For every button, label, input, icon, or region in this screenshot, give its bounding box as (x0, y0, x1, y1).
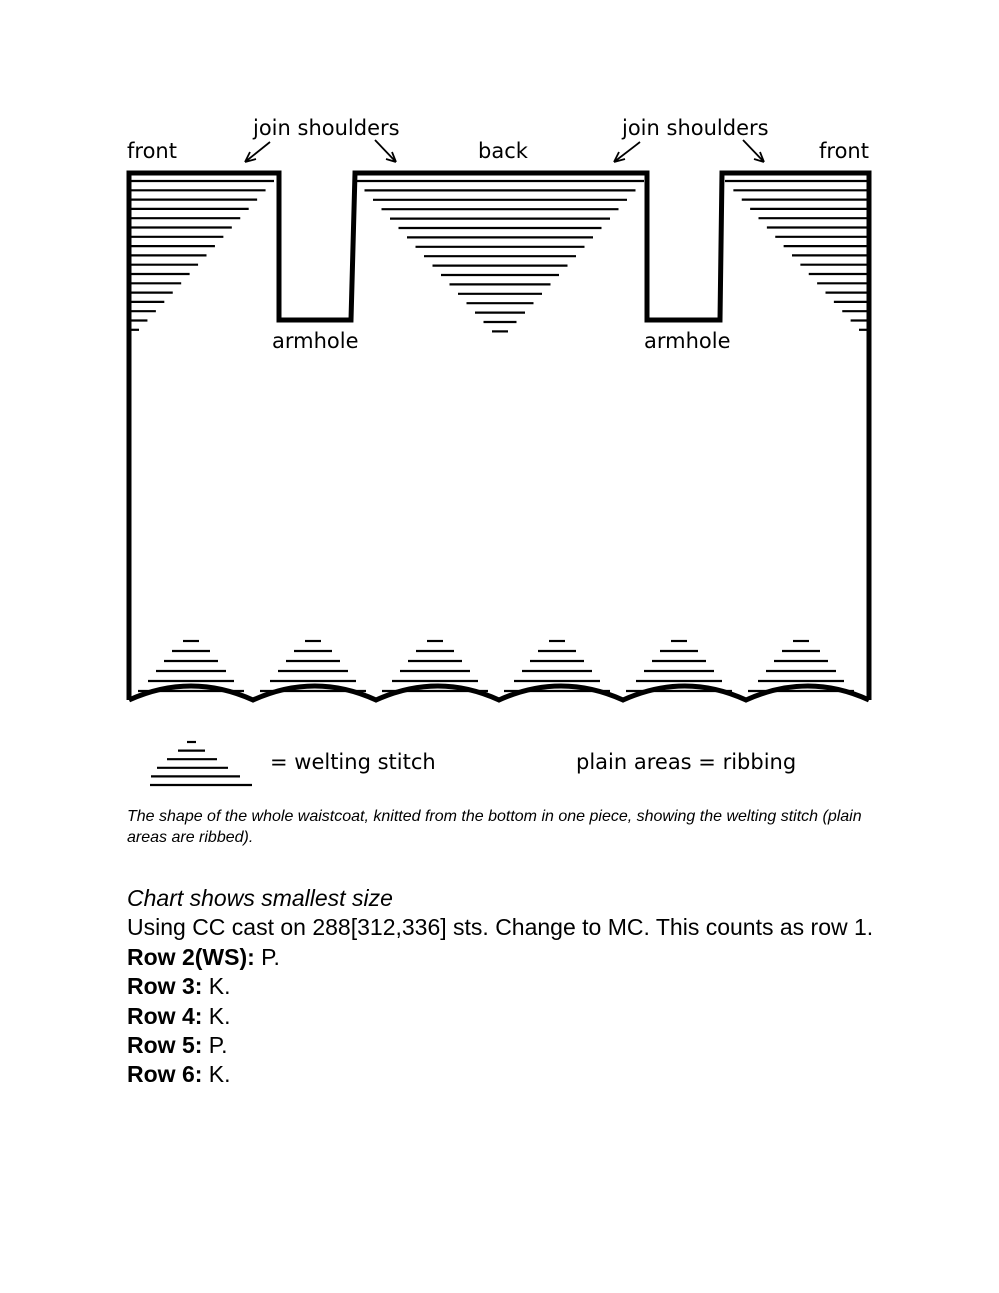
label-back: back (478, 139, 528, 163)
legend-welting: = welting stitch (270, 750, 436, 774)
label-armhole-right: armhole (644, 329, 731, 353)
scalloped-hem (129, 686, 869, 700)
welting-stripes (131, 181, 867, 691)
label-join-shoulders-left: join shoulders (253, 116, 400, 140)
row-label: Row 5: (127, 1032, 203, 1059)
intro-text: Using CC cast on 288[312,336] sts. Change to MC. This counts as row 1. (127, 914, 874, 941)
figure-caption: The shape of the whole waistcoat, knitted from the bottom in one piece, showing the welting stitch (plain areas are ribbed). (127, 808, 862, 846)
row-instruction (127, 1031, 887, 1060)
row-instruction (127, 943, 887, 972)
row-label: Row 4: (127, 1002, 203, 1029)
garment-outline (129, 173, 869, 700)
row-label: Row 6: (127, 1061, 203, 1088)
row-instruction (127, 1060, 887, 1089)
row-text: K. (208, 1061, 231, 1088)
row-label: Row 3: (127, 973, 203, 1000)
row-text: K. (208, 1002, 231, 1029)
label-join-shoulders-right: join shoulders (622, 116, 769, 140)
row-text: P. (261, 943, 280, 970)
label-armhole-left: armhole (272, 329, 359, 353)
label-front-left: front (127, 139, 177, 163)
label-front-right: front (819, 139, 869, 163)
row-instruction (127, 972, 887, 1001)
pattern-instructions (127, 884, 887, 1090)
row-label: Row 2(WS): (127, 943, 255, 970)
welting-legend-swatch (150, 742, 252, 785)
legend-plain: plain areas = ribbing (576, 750, 797, 774)
chart-note: Chart shows smallest size (127, 885, 393, 911)
row-text: P. (208, 1032, 228, 1059)
row-text: K. (208, 973, 231, 1000)
row-instruction (127, 1002, 887, 1031)
